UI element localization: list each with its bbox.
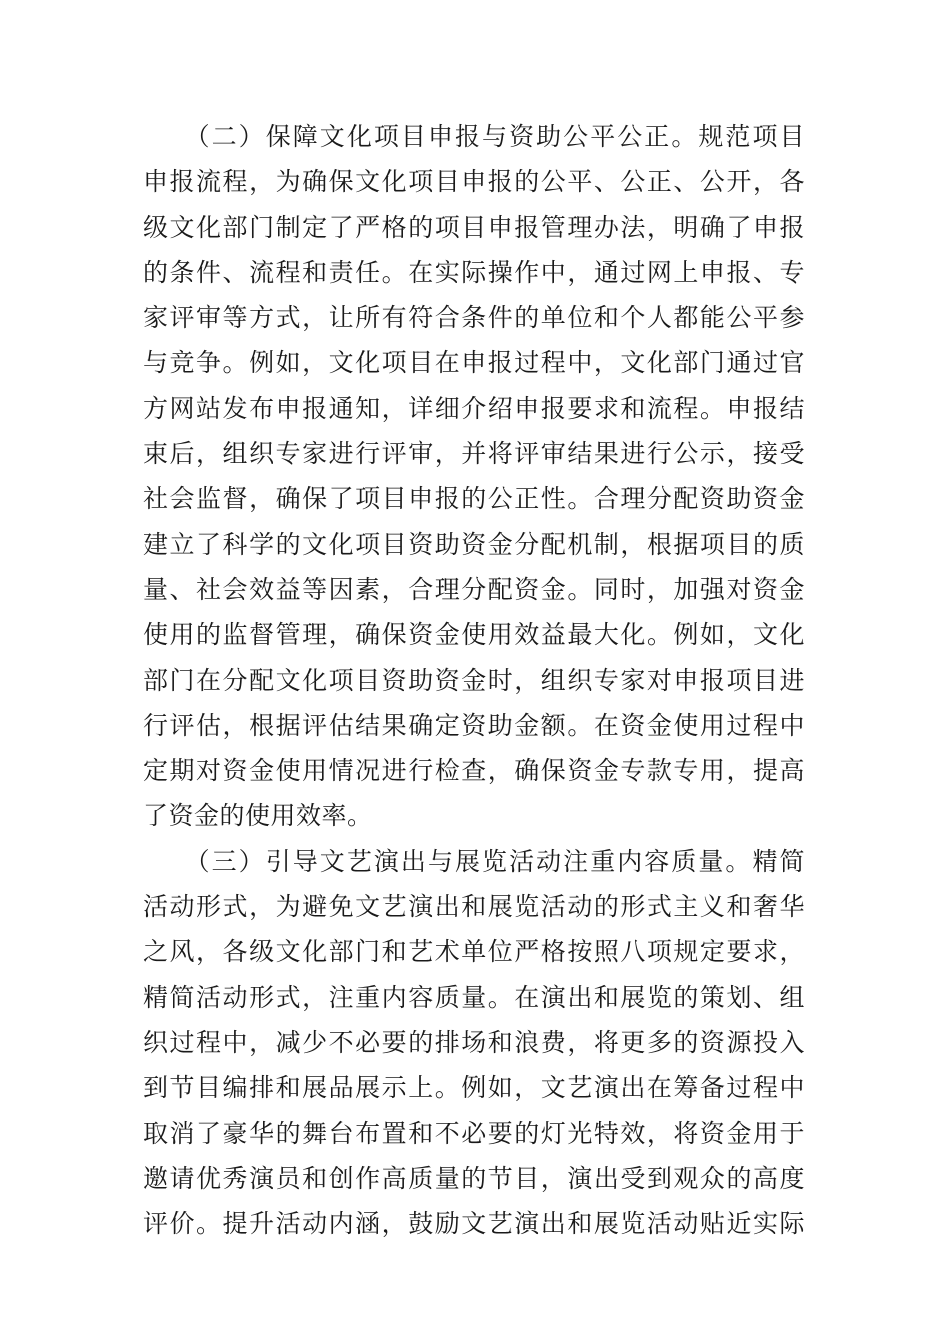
text-line: 评价。提升活动内涵，鼓励文艺演出和展览活动贴近实际 — [143, 1209, 805, 1239]
text-line: 使用的监督管理，确保资金使用效益最大化。例如，文化 — [143, 620, 805, 650]
text-line: 了资金的使用效率。 — [143, 801, 373, 831]
text-line: 织过程中，减少不必要的排场和浪费，将更多的资源投入 — [143, 1027, 805, 1057]
body-text — [143, 114, 805, 1246]
text-line: 邀请优秀演员和创作高质量的节目，演出受到观众的高度 — [143, 1163, 805, 1193]
text-line: （二）保障文化项目申报与资助公平公正。规范项目 — [143, 122, 805, 151]
text-line: 家评审等方式，让所有符合条件的单位和个人都能公平参 — [143, 303, 805, 333]
text-line: 社会监督，确保了项目申报的公正性。合理分配资助资金 — [143, 484, 805, 514]
paragraph-section-3 — [143, 839, 805, 1247]
text-line: 量、社会效益等因素，合理分配资金。同时，加强对资金 — [143, 574, 805, 604]
text-line: 的条件、流程和责任。在实际操作中，通过网上申报、专 — [143, 257, 805, 287]
text-line: 行评估，根据评估结果确定资助金额。在资金使用过程中 — [143, 710, 805, 740]
text-line: 申报流程，为确保文化项目申报的公平、公正、公开，各 — [143, 167, 805, 197]
text-line: 建立了科学的文化项目资助资金分配机制，根据项目的质 — [143, 529, 805, 559]
text-line: 定期对资金使用情况进行检查，确保资金专款专用，提高 — [143, 756, 805, 786]
text-line: 活动形式，为避免文艺演出和展览活动的形式主义和奢华 — [143, 892, 805, 922]
text-line: 之风，各级文化部门和艺术单位严格按照八项规定要求， — [143, 937, 805, 967]
text-line: 到节目编排和展品展示上。例如，文艺演出在筹备过程中 — [143, 1073, 805, 1103]
text-line: 束后，组织专家进行评审，并将评审结果进行公示，接受 — [143, 439, 805, 469]
text-line: 精简活动形式，注重内容质量。在演出和展览的策划、组 — [143, 982, 805, 1012]
text-line: 部门在分配文化项目资助资金时，组织专家对申报项目进 — [143, 665, 805, 695]
text-line: 方网站发布申报通知，详细介绍申报要求和流程。申报结 — [143, 393, 805, 423]
text-line: 与竞争。例如，文化项目在申报过程中，文化部门通过官 — [143, 348, 805, 378]
text-line: （三）引导文艺演出与展览活动注重内容质量。精简 — [143, 846, 805, 876]
paragraph-section-2 — [143, 114, 805, 839]
text-line: 取消了豪华的舞台布置和不必要的灯光特效，将资金用于 — [143, 1118, 805, 1148]
text-line: 级文化部门制定了严格的项目申报管理办法，明确了申报 — [143, 212, 805, 242]
